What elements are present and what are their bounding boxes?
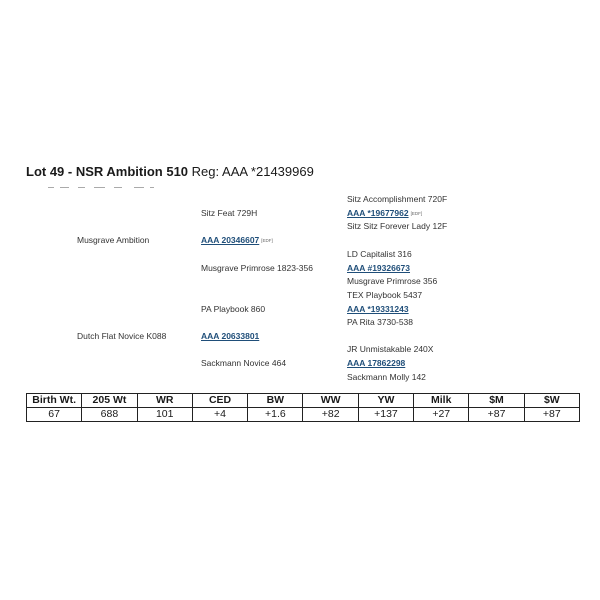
epd-header-cell: 205 Wt [82,394,137,408]
sire-sire-sire-registration-link[interactable]: AAA *19677962 [EDF] [347,208,423,218]
dam-sire-name: PA Playbook 860 [201,304,266,314]
epd-header-cell: YW [358,394,413,408]
dam-dam-dam-name: Sackmann Molly 142 [347,372,426,382]
epd-table [26,393,580,422]
lot-title [26,164,314,179]
epd-header-cell: WR [137,394,192,408]
sire-sire-name: Sitz Feat 729H [201,208,258,218]
lot-name: Lot 49 - NSR Ambition 510 [26,164,189,179]
epd-header-cell: WW [303,394,358,408]
epd-header-cell: BW [248,394,303,408]
epd-header-cell: $M [469,394,524,408]
dam-dam-sire-name: JR Unmistakable 240X [347,344,434,354]
epd-header-cell: Birth Wt. [27,394,82,408]
sire-sire-sire-name: Sitz Accomplishment 720F [347,194,448,204]
epd-value-cell: +87 [469,408,524,422]
sire-registration-link[interactable]: AAA 20346607 [EDF] [201,235,273,245]
sire-dam-sire-registration-link[interactable]: AAA #19326673 [347,263,411,273]
epd-badge: [EDF] [410,211,423,217]
epd-value-cell: 688 [82,408,137,422]
epd-value-row [27,408,580,422]
clipped-text-remnant [38,186,156,190]
dam-sire-sire-registration-link[interactable]: AAA *19331243 [347,304,409,314]
dam-name: Dutch Flat Novice K088 [77,331,167,341]
epd-badge: [EDF] [261,238,273,244]
epd-header-cell: CED [192,394,247,408]
sire-dam-dam-name: Musgrave Primrose 356 [347,276,438,286]
sire-dam-sire-name: LD Capitalist 316 [347,249,412,259]
sire-sire-dam-name: Sitz Sitz Forever Lady 12F [347,221,448,231]
dam-sire-sire-name: TEX Playbook 5437 [347,290,423,300]
dam-dam-name: Sackmann Novice 464 [201,358,287,368]
epd-value-cell: 101 [137,408,192,422]
epd-value-cell: +4 [192,408,247,422]
epd-value-cell: 67 [27,408,82,422]
registration-number: Reg: AAA *21439969 [191,164,314,179]
sire-dam-name: Musgrave Primrose 1823-356 [201,263,313,273]
epd-value-cell: +137 [358,408,413,422]
sire-name: Musgrave Ambition [77,235,150,245]
dam-registration-link[interactable]: AAA 20633801 [201,331,260,341]
dam-dam-sire-registration-link[interactable]: AAA 17862298 [347,358,406,368]
dam-sire-dam-name: PA Rita 3730-538 [347,317,413,327]
epd-value-cell: +1.6 [248,408,303,422]
epd-header-cell: $W [524,394,579,408]
epd-value-cell: +87 [524,408,579,422]
epd-value-cell: +27 [414,408,469,422]
epd-value-cell: +82 [303,408,358,422]
epd-header-cell: Milk [414,394,469,408]
epd-header-row [27,394,580,408]
